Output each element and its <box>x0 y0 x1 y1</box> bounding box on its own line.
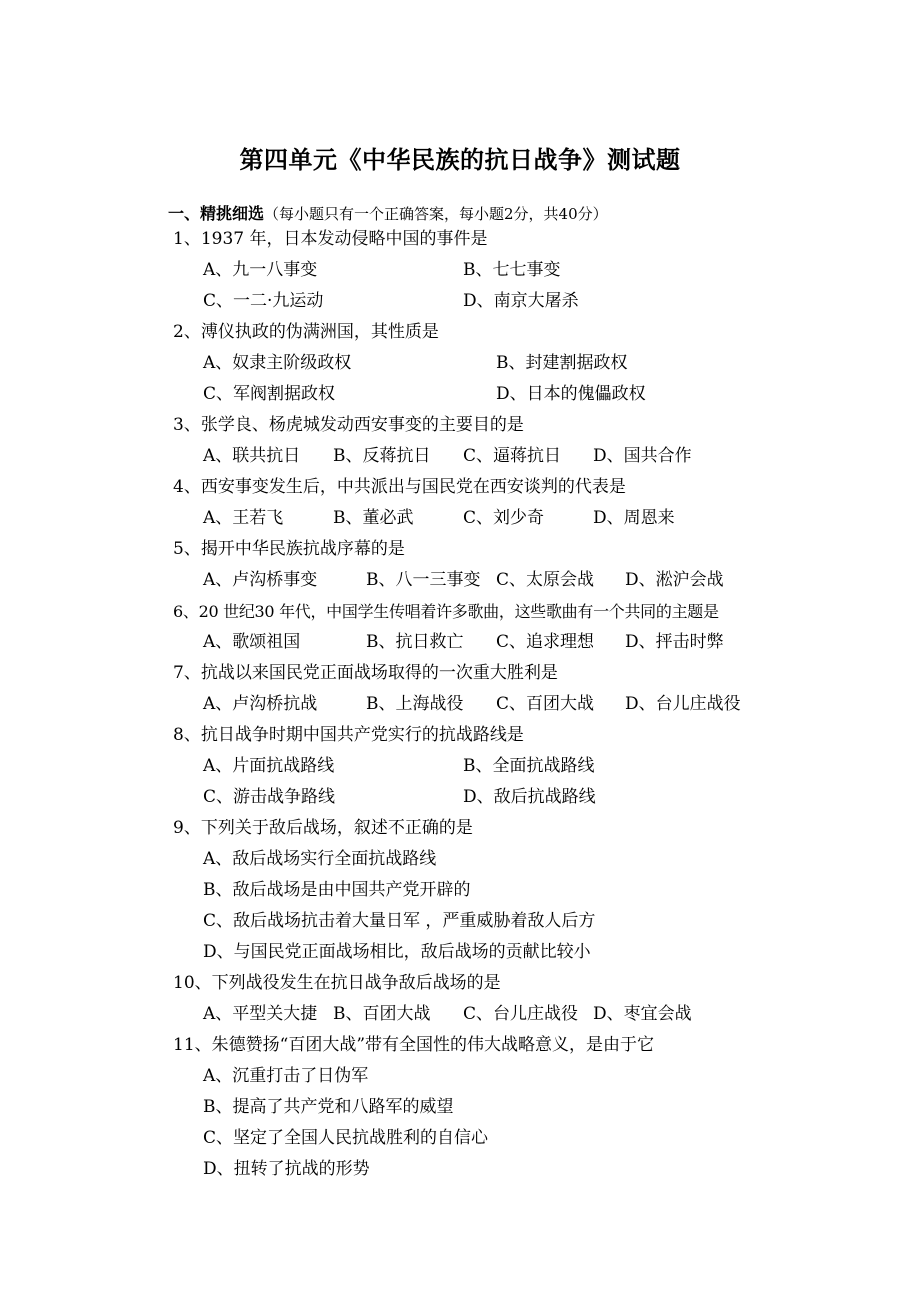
option: A、卢沟桥抗战 <box>203 694 318 714</box>
option-row <box>173 255 893 286</box>
option: B、董必武 <box>333 508 414 528</box>
option: B、七七事变 <box>463 260 561 280</box>
option-row <box>173 441 893 472</box>
question-stem: 5、揭开中华民族抗战序幕的是 <box>173 539 405 559</box>
option: C、太原会战 <box>496 570 595 590</box>
option: C、追求理想 <box>496 632 595 652</box>
option: A、九一八事变 <box>203 260 318 280</box>
question-stem: 1、1937 年，日本发动侵略中国的事件是 <box>173 229 488 249</box>
option: B、封建割据政权 <box>496 353 628 373</box>
option-row <box>173 782 893 813</box>
question-stem: 3、张学良、杨虎城发动西安事变的主要目的是 <box>173 415 524 435</box>
option: A、敌后战场实行全面抗战路线 <box>203 849 437 869</box>
option-row <box>173 689 893 720</box>
option-row <box>173 751 893 782</box>
option-row <box>173 627 893 658</box>
option-row <box>173 503 893 534</box>
option: A、沉重打击了日伪军 <box>203 1066 369 1086</box>
option: A、片面抗战路线 <box>203 756 335 776</box>
question-stem: 8、抗日战争时期中国共产党实行的抗战路线是 <box>173 725 524 745</box>
option: D、台儿庄战役 <box>625 694 741 714</box>
question-stem: 6、20 世纪30 年代，中国学生传唱着许多歌曲，这些歌曲有一个共同的主题是 <box>173 602 719 621</box>
option-row <box>173 565 893 596</box>
option-row <box>173 286 893 317</box>
option-row <box>173 348 893 379</box>
question-list <box>173 224 893 1185</box>
option: B、反蒋抗日 <box>333 446 431 466</box>
option: D、敌后抗战路线 <box>463 787 596 807</box>
option: C、游击战争路线 <box>203 787 336 807</box>
option: D、枣宜会战 <box>593 1004 692 1024</box>
option: B、百团大战 <box>333 1004 431 1024</box>
option: A、平型关大捷 <box>203 1004 318 1024</box>
option: B、抗日救亡 <box>366 632 464 652</box>
option: C、坚定了全国人民抗战胜利的自信心 <box>203 1128 489 1148</box>
question-stem: 9、下列关于敌后战场，叙述不正确的是 <box>173 818 473 838</box>
option: B、上海战役 <box>366 694 464 714</box>
option: D、周恩来 <box>593 508 675 528</box>
option: A、奴隶主阶级政权 <box>203 353 352 373</box>
option-row <box>173 999 893 1030</box>
page-title: 第四单元《中华民族的抗日战争》测试题 <box>239 145 681 174</box>
option: D、国共合作 <box>593 446 692 466</box>
option: D、抨击时弊 <box>625 632 724 652</box>
question-stem: 2、溥仪执政的伪满洲国，其性质是 <box>173 322 439 342</box>
section-header <box>168 201 608 224</box>
option: C、台儿庄战役 <box>463 1004 579 1024</box>
option: B、提高了共产党和八路军的威望 <box>203 1097 454 1117</box>
option: A、卢沟桥事变 <box>203 570 318 590</box>
option: A、王若飞 <box>203 508 284 528</box>
option: C、刘少奇 <box>463 508 545 528</box>
option: C、一二·九运动 <box>203 291 324 311</box>
option: C、百团大战 <box>496 694 595 714</box>
question-stem: 4、西安事变发生后，中共派出与国民党在西安谈判的代表是 <box>173 477 626 497</box>
option: C、敌后战场抗击着大量日军 ，严重威胁着敌人后方 <box>203 911 596 931</box>
option: D、扭转了抗战的形势 <box>203 1159 370 1179</box>
option: D、南京大屠杀 <box>463 291 579 311</box>
option: A、歌颂祖国 <box>203 632 301 652</box>
option-row <box>173 379 893 410</box>
option: B、八一三事变 <box>366 570 481 590</box>
option: D、与国民党正面战场相比，敌后战场的贡献比较小 <box>203 942 591 962</box>
option: B、全面抗战路线 <box>463 756 595 776</box>
option: D、淞沪会战 <box>625 570 724 590</box>
option: D、日本的傀儡政权 <box>496 384 646 404</box>
section-title: 一、精挑细选 <box>168 204 265 223</box>
option: C、军阀割据政权 <box>203 384 336 404</box>
question-stem: 11、朱德赞扬“百团大战”带有全国性的伟大战略意义，是由于它 <box>173 1035 655 1055</box>
option: A、联共抗日 <box>203 446 301 466</box>
question-stem: 7、抗战以来国民党正面战场取得的一次重大胜利是 <box>173 663 558 683</box>
question-stem: 10、下列战役发生在抗日战争敌后战场的是 <box>173 973 501 993</box>
section-note: （每小题只有一个正确答案，每小题2分，共40分） <box>264 205 608 223</box>
option: B、敌后战场是由中国共产党开辟的 <box>203 880 471 900</box>
option: C、逼蒋抗日 <box>463 446 562 466</box>
